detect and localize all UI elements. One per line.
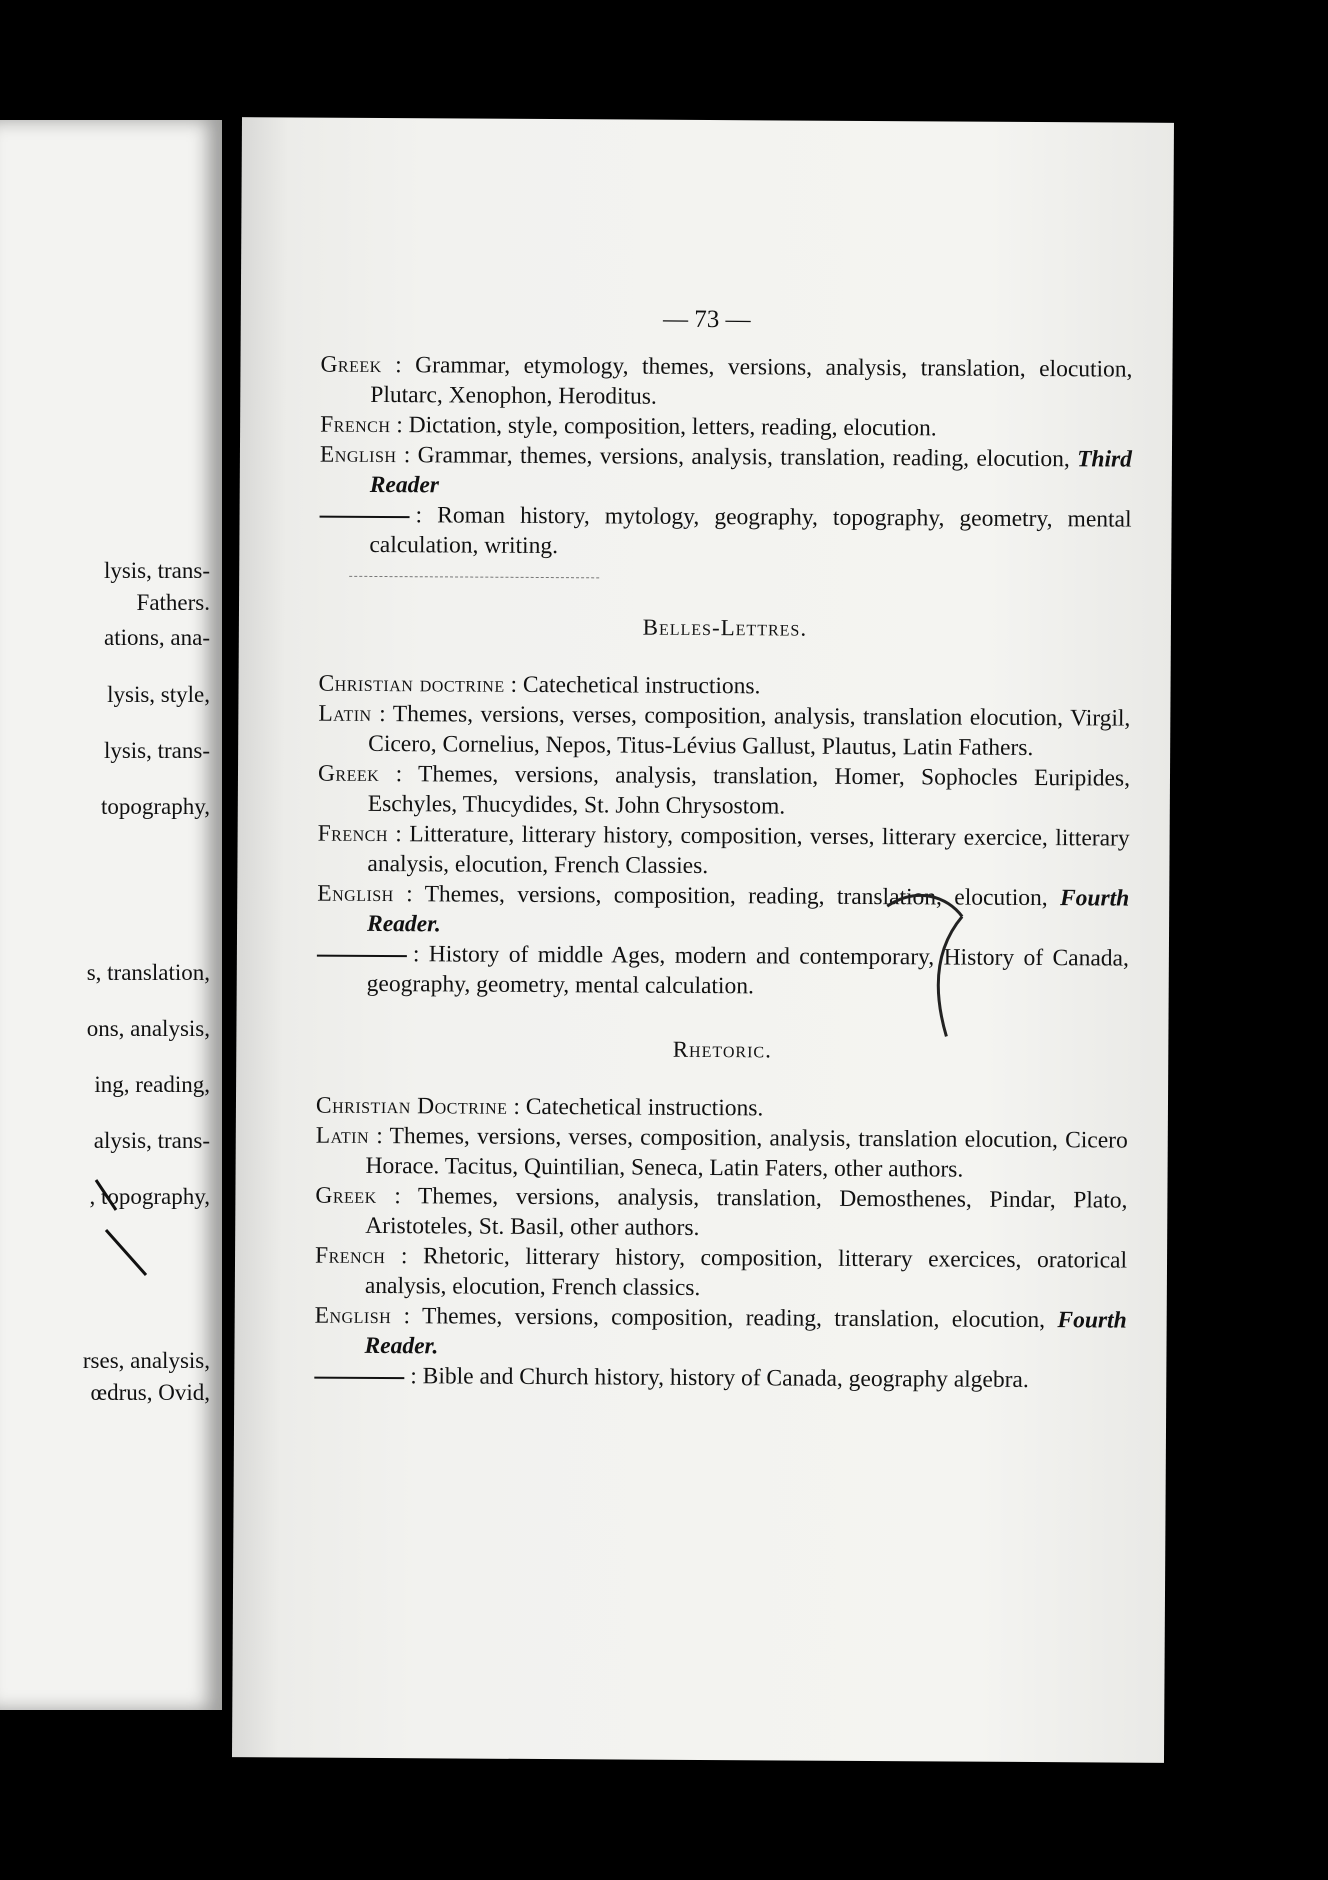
subject-label: Greek bbox=[315, 1182, 377, 1209]
main-page bbox=[232, 117, 1174, 1763]
entry-text: : History of middle Ages, modern and contemporary, History of Canada, geography, geometry, mental calculation. bbox=[366, 941, 1129, 1000]
section-heading-belles-lettres: Belles-Lettres. bbox=[642, 614, 808, 641]
entry-greek bbox=[318, 759, 1130, 824]
subject-label: Latin bbox=[318, 700, 372, 727]
entry-text: : Themes, versions, analysis, translation, Homer, Sophocles Euripides, Eschyles, Thucydides, St. John Chrysostom. bbox=[367, 761, 1131, 820]
entry-english bbox=[314, 1301, 1126, 1366]
ditto-dash bbox=[317, 954, 407, 957]
entry-history bbox=[317, 939, 1129, 1004]
ditto-dash bbox=[314, 1376, 404, 1379]
entry-text: : Bible and Church history, history of Canada, geography algebra. bbox=[410, 1363, 1029, 1393]
subject-label: French bbox=[317, 820, 389, 848]
entry-text: : Themes, versions, verses, composition, analysis, translation elocution, Cicero Horace. Tacitus, Quintilian, Seneca, Latin Faters, other authors. bbox=[365, 1122, 1128, 1183]
left-text-line: lysis, style, bbox=[107, 682, 210, 707]
entry-text: : Catechetical instructions. bbox=[510, 671, 761, 700]
reader-title: Third Reader bbox=[369, 446, 1133, 499]
ditto-dash bbox=[320, 515, 410, 518]
entry-text: : Themes, versions, composition, reading, translation, elocution, bbox=[406, 881, 1048, 912]
subject-label: French bbox=[314, 1242, 386, 1270]
subject-label: Christian doctrine bbox=[318, 670, 505, 698]
entry-french bbox=[317, 819, 1129, 884]
entry-christian-doctrine bbox=[316, 1091, 1128, 1126]
left-text-line: lysis, trans- bbox=[103, 558, 210, 583]
subject-label: Latin bbox=[315, 1122, 370, 1149]
entry-text: : Litterature, litterary history, composition, verses, litterary exercice, litterary analysis, elocution, French Classies. bbox=[367, 821, 1130, 880]
entry-text: : Dictation, style, composition, letters, reading, elocution. bbox=[396, 412, 937, 442]
entry-text: : Themes, versions, composition, reading, translation, elocution, bbox=[403, 1303, 1046, 1334]
reader-title: Fourth Reader. bbox=[367, 885, 1130, 938]
subject-label: English bbox=[314, 1302, 392, 1330]
reader-title: Fourth Reader. bbox=[364, 1307, 1127, 1360]
entry-french bbox=[320, 410, 1132, 445]
left-text-line: œdrus, Ovid, bbox=[90, 1380, 210, 1405]
entry-english bbox=[317, 879, 1129, 944]
entry-latin bbox=[316, 1121, 1128, 1186]
left-text-line: alysis, trans- bbox=[93, 1128, 210, 1153]
section-heading-rhetoric: Rhetoric. bbox=[672, 1036, 772, 1063]
page-content bbox=[314, 350, 1132, 1396]
left-page-fragment bbox=[0, 120, 222, 1710]
entry-greek bbox=[315, 1181, 1127, 1246]
entry-history bbox=[319, 500, 1131, 565]
subject-label: English bbox=[317, 880, 394, 908]
entry-latin bbox=[318, 699, 1130, 764]
subject-label: Greek bbox=[317, 760, 380, 788]
subject-label: Christian Doctrine bbox=[315, 1092, 508, 1120]
left-text-line: , topography, bbox=[89, 1184, 210, 1209]
subject-label: French bbox=[320, 411, 391, 439]
page-number: — 73 — bbox=[662, 305, 751, 334]
entry-text: : Themes, versions, verses, composition, analysis, translation elocution, Virgil, Cicero, Cornelius, Nepos, Titus-Lévius Gallust, Plautus, Latin Fathers. bbox=[368, 701, 1131, 761]
subject-label: Greek bbox=[320, 351, 382, 379]
entry-english bbox=[320, 440, 1132, 505]
entry-history bbox=[314, 1361, 1126, 1396]
entry-text: : Catechetical instructions. bbox=[513, 1093, 764, 1122]
divider-rule bbox=[349, 576, 599, 579]
entry-text: : Rhetoric, litterary history, composition, litterary exercices, oratorical analysis, elocution, French classics. bbox=[364, 1243, 1128, 1301]
entry-text: : Themes, versions, analysis, translation, Demosthenes, Pindar, Plato, Aristoteles, St. Basil, other authors. bbox=[365, 1183, 1128, 1241]
subject-label: English bbox=[319, 441, 397, 469]
left-text-line: rses, analysis, bbox=[82, 1348, 210, 1373]
entry-text: : Roman history, mytology, geography, topography, geometry, mental calculation, writing. bbox=[369, 502, 1132, 560]
entry-french bbox=[315, 1241, 1127, 1306]
left-text-line: ations, ana- bbox=[103, 625, 210, 650]
entry-text: : Grammar, etymology, themes, versions, analysis, translation, elocution, Plutarc, Xenophon, Heroditus. bbox=[370, 352, 1133, 410]
entry-greek bbox=[320, 350, 1132, 415]
left-text-line: topography, bbox=[100, 794, 210, 819]
entry-christian-doctrine bbox=[318, 669, 1130, 704]
left-text-line: ing, reading, bbox=[94, 1072, 210, 1097]
left-text-line: lysis, trans- bbox=[103, 738, 210, 763]
entry-text: : Grammar, themes, versions, analysis, translation, reading, elocution, bbox=[403, 442, 1070, 473]
left-text-line: Fathers. bbox=[136, 590, 210, 615]
left-text-line: ons, analysis, bbox=[86, 1016, 210, 1041]
left-text-line: s, translation, bbox=[86, 960, 210, 985]
